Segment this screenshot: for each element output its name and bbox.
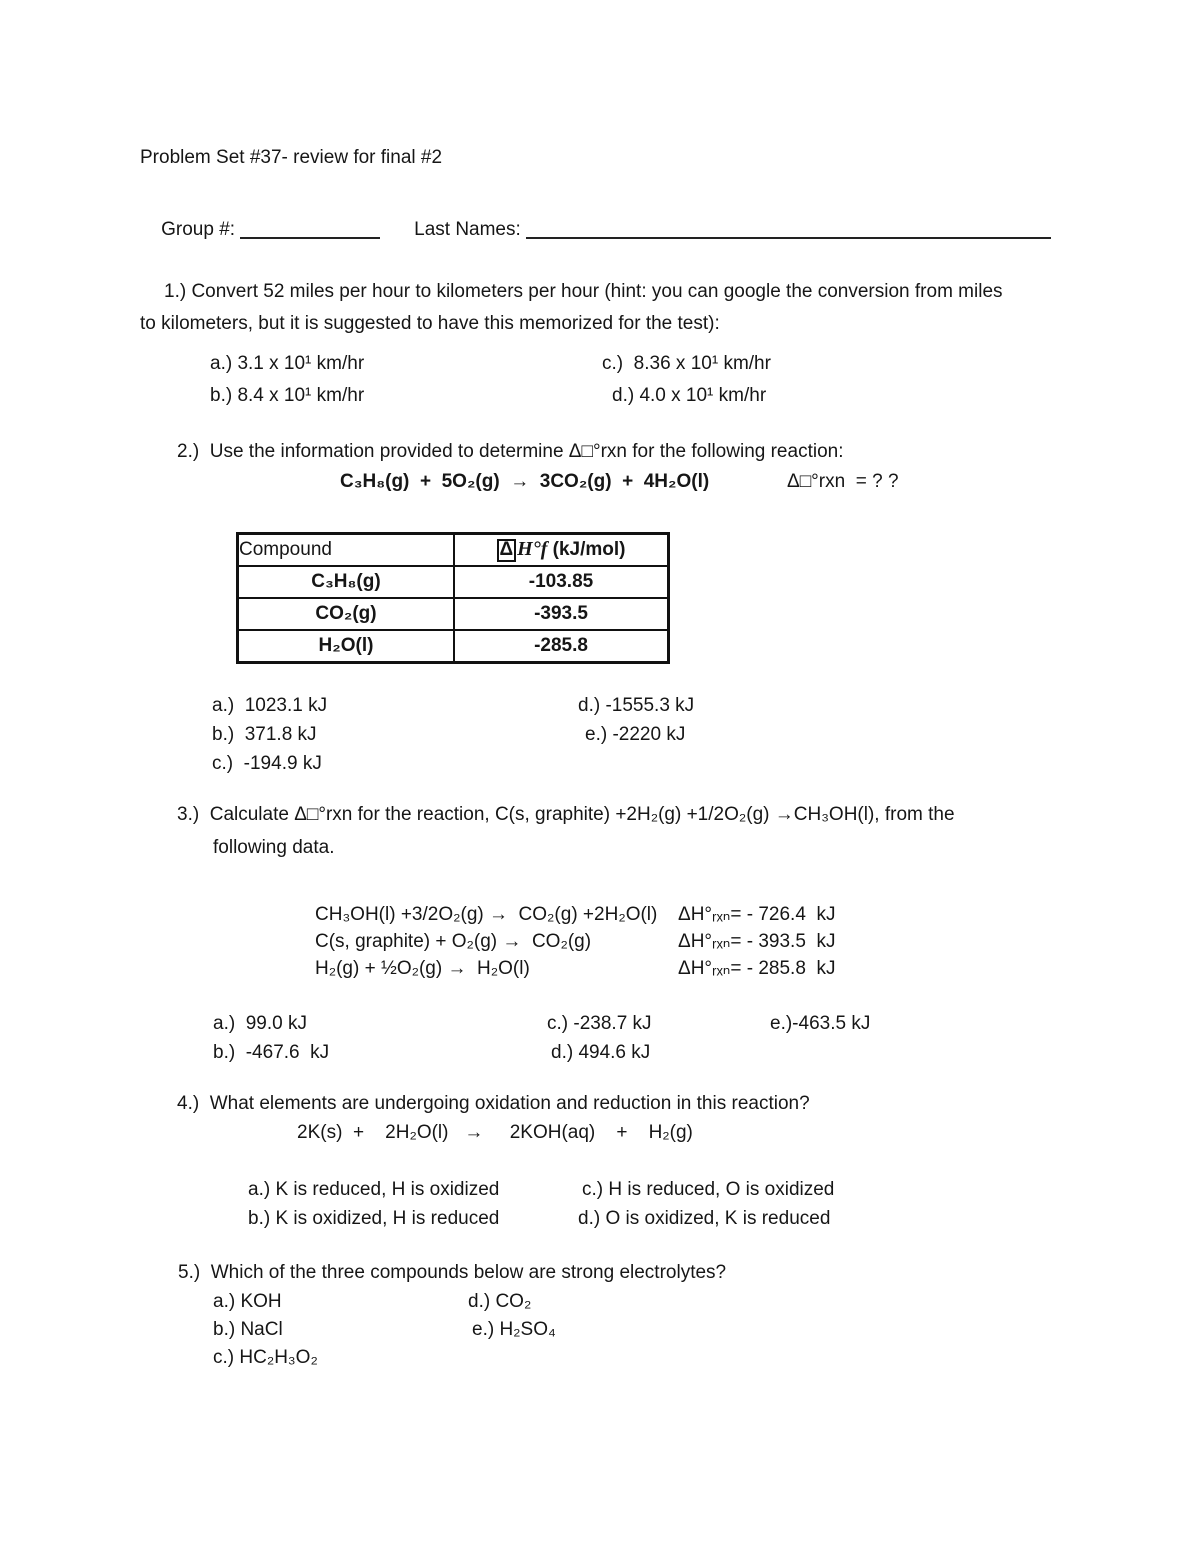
q1-option-c: c.) 8.36 x 10¹ km/hr — [602, 353, 771, 374]
q5-option-c: c.) HC₂H₃O₂ — [213, 1347, 318, 1368]
q4-option-b: b.) K is oxidized, H is reduced — [248, 1208, 500, 1229]
value-cell: -285.8 — [454, 630, 669, 663]
q1-text-line-1: 1.) Convert 52 miles per hour to kilometers per hour (hint: you can google the conversion from miles — [164, 281, 1003, 302]
q1-option-a: a.) 3.1 x 10¹ km/hr — [210, 353, 365, 374]
q4-reaction-equation: 2K(s) + 2H₂O(l) → 2KOH(aq) + H₂(g) — [297, 1122, 693, 1143]
q2-delta-query: Δ□°rxn = ? ? — [787, 471, 899, 492]
q3-option-d: d.) 494.6 kJ — [551, 1042, 651, 1063]
q2-option-a: a.) 1023.1 kJ — [212, 695, 328, 716]
group-number-blank — [240, 218, 380, 239]
q4-option-d: d.) O is oxidized, K is reduced — [578, 1208, 831, 1229]
compound-cell: H₂O(l) — [238, 630, 455, 663]
value-cell: -103.85 — [454, 566, 669, 598]
last-names-label: Last Names: — [414, 218, 527, 240]
q3-option-a: a.) 99.0 kJ — [213, 1013, 307, 1034]
value-cell: -393.5 — [454, 598, 669, 630]
q3-option-c: c.) -238.7 kJ — [547, 1013, 652, 1034]
q3-equation-2-formula: C(s, graphite) + O₂(g) → CO₂(g) — [315, 931, 592, 952]
q3-option-e: e.)-463.5 kJ — [770, 1013, 871, 1034]
page-title: Problem Set #37- review for final #2 — [140, 147, 443, 168]
q4-heading: 4.) What elements are undergoing oxidation and reduction in this reaction? — [177, 1093, 810, 1114]
last-names-blank — [526, 218, 1051, 239]
q3-equation-1-enthalpy: ΔH°ᵣₓₙ= - 726.4 kJ — [678, 904, 836, 925]
compound-cell: C₃H₈(g) — [238, 566, 455, 598]
table-row — [238, 630, 669, 663]
q3-heading-line-1: 3.) Calculate Δ□°rxn for the reaction, C(s, graphite) +2H₂(g) +1/2O₂(g) →CH₃OH(l), from the — [177, 804, 955, 825]
q5-heading: 5.) Which of the three compounds below are strong electrolytes? — [178, 1262, 727, 1283]
q5-option-e: e.) H₂SO₄ — [472, 1319, 556, 1340]
q2-heading: 2.) Use the information provided to determine Δ□°rxn for the following reaction: — [177, 441, 844, 462]
q3-heading-line-2: following data. — [213, 837, 335, 858]
last-names-row — [393, 190, 1051, 265]
table-header-row — [238, 534, 669, 567]
q5-option-b: b.) NaCl — [213, 1319, 283, 1340]
q3-option-b: b.) -467.6 kJ — [213, 1042, 330, 1063]
table-row — [238, 566, 669, 598]
q2-option-d: d.) -1555.3 kJ — [578, 695, 695, 716]
compound-cell: CO₂(g) — [238, 598, 455, 630]
table-row — [238, 598, 669, 630]
q4-option-c: c.) H is reduced, O is oxidized — [582, 1179, 835, 1200]
q1-option-d: d.) 4.0 x 10¹ km/hr — [612, 385, 767, 406]
q5-option-d: d.) CO₂ — [468, 1291, 532, 1312]
q2-option-c: c.) -194.9 kJ — [212, 753, 322, 774]
q2-option-b: b.) 371.8 kJ — [212, 724, 317, 745]
q2-reaction-equation: C₃H₈(g) + 5O₂(g) → 3CO₂(g) + 4H₂O(l) — [340, 471, 710, 492]
dhf-symbol: H°f — [517, 538, 548, 561]
q5-option-a: a.) KOH — [213, 1291, 282, 1312]
q3-equation-3-enthalpy: ΔH°ᵣₓₙ= - 285.8 kJ — [678, 958, 836, 979]
delta-glyph: Δ — [497, 539, 517, 561]
dhf-units: (kJ/mol) — [547, 539, 626, 561]
table-header-dhf — [454, 534, 669, 567]
q2-option-e: e.) -2220 kJ — [585, 724, 686, 745]
table-header-compound: Compound — [238, 534, 455, 567]
q3-equation-1-formula: CH₃OH(l) +3/2O₂(g) → CO₂(g) +2H₂O(l) — [315, 904, 658, 925]
q1-text-line-2: to kilometers, but it is suggested to have this memorized for the test): — [140, 313, 720, 334]
q3-equation-3-formula: H₂(g) + ½O₂(g) → H₂O(l) — [315, 958, 530, 979]
q1-option-b: b.) 8.4 x 10¹ km/hr — [210, 385, 365, 406]
enthalpy-table — [236, 532, 670, 664]
group-row — [140, 190, 380, 265]
q4-option-a: a.) K is reduced, H is oxidized — [248, 1179, 500, 1200]
q3-equation-2-enthalpy: ΔH°ᵣₓₙ= - 393.5 kJ — [678, 931, 836, 952]
group-label: Group #: — [161, 218, 241, 240]
